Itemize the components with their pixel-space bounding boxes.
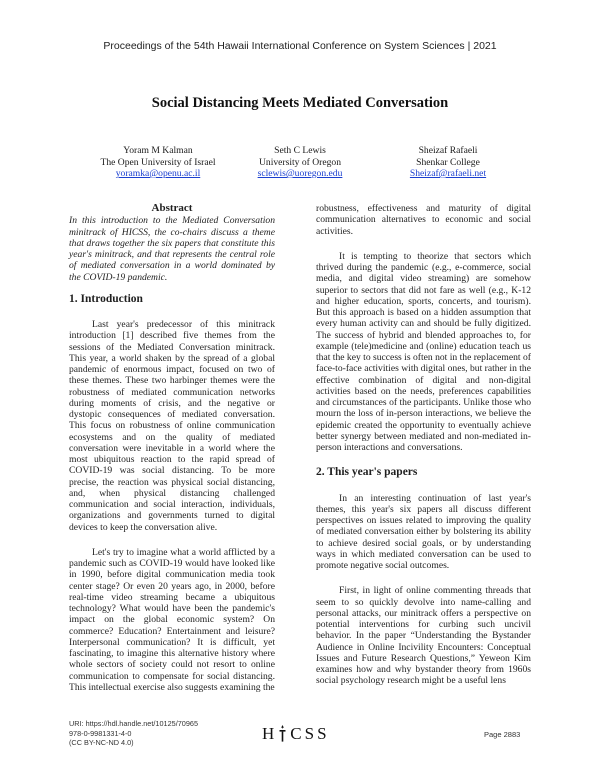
paragraph: Let's try to imagine what a world afflicted by a pandemic such as COVID-19 would have looked like in 1990, before digital communication media took center stage? Or even 20 years ago, in 2000, before real-time video streaming became a ubiquitous technology? What would have been the pandemic's impact on the global economic system? On commerce? Education? Entertainment and leisure? Interpersonal communication? It is difficult, yet fascinating, to imagine this alternative history where whole sectors of society could not resort to online communication to compensate for social distancing. This intellectual exercise also suggests examining the bbox=[69, 546, 275, 693]
paper-title: Social Distancing Meets Mediated Conversation bbox=[151, 95, 449, 111]
footer-metadata bbox=[69, 719, 198, 748]
logo-letter-h: H bbox=[262, 724, 278, 743]
abstract-text: In this introduction to the Mediated Conversation minitrack of HICSS, the co-chairs discuss a theme that draws together the six papers that constitute this year's minitrack, and that represents the central role of mediated conversation in a world dominated by the COVID-19 pandemic. bbox=[69, 215, 275, 283]
hicss-logo bbox=[262, 724, 330, 744]
proceedings-header: Proceedings of the 54th Hawaii International Conference on System Sciences | 2021 bbox=[103, 40, 497, 52]
license-text: (CC BY-NC-ND 4.0) bbox=[69, 738, 134, 748]
section-heading-introduction: 1. Introduction bbox=[69, 292, 143, 305]
left-column bbox=[69, 203, 275, 693]
paragraph: First, in light of online commenting threads that seem to so quickly devolve into name-calling and personal attacks, our minitrack offers a perspective on potential interventions for curbing such uncivil behavior. In the paper “Understanding the Bystander Audience in Online Incivility Encounters: Conceptual Issues and Future Research Questions,” Yeweon Kim examines how and why bystander theory from 1960s social psychology research might be a useful lens bbox=[316, 585, 531, 687]
paragraph: It is tempting to theorize that sectors which thrived during the pandemic (e.g., e-commerce, social media, and digital video streaming) are somehow superior to sectors that did not fare as well (e.g., K-12 and higher education, sports, concerts, and tourism). But this approach is based on a hidden assumption that every human activity can and should be fully digitized. The success of hybrid and blended approaches to, for example (tele)medicine and (online) education teach us that the key to success is often not in the replacement of face-to-face activities with digital ones, but rather in the effective combination of digital and non-digital activities based on the needs, preferences capabilities and circumstances of the participants. Unlike those who mourn the loss of in-person interactions, we believe the epidemic created the opportunity to eventually achieve better synergy between mediated and non-mediated in-person interactions and conversations. bbox=[316, 250, 531, 453]
logo-letters-css: CSS bbox=[290, 724, 330, 743]
uri-text: URI: https://hdl.handle.net/10125/70965 bbox=[69, 719, 199, 728]
author-email-link[interactable]: yoramka@openu.ac.il bbox=[115, 168, 201, 179]
abstract-heading: Abstract bbox=[151, 202, 193, 214]
author-name: Sheizaf Rafaeli bbox=[418, 145, 478, 156]
paragraph: In an interesting continuation of last year's themes, this year's six papers all discuss different perspectives on issues related to improving the quality of mediated conversation either by bolstering its ability to achieve desired social goals, or by understanding ways in which mediated conversation can be used to promote negative social outcomes. bbox=[316, 492, 531, 571]
author-affiliation: The Open University of Israel bbox=[100, 156, 216, 168]
page-number: Page 2883 bbox=[484, 730, 521, 739]
author-email-link[interactable]: Sheizaf@rafaeli.net bbox=[409, 168, 487, 179]
section-heading-papers: 2. This year's papers bbox=[316, 466, 418, 479]
torch-icon bbox=[278, 725, 287, 743]
paragraph-continued: robustness, effectiveness and maturity of digital communication alternatives to economic and social activities. bbox=[316, 203, 531, 237]
author-name: Yoram M Kalman bbox=[123, 145, 193, 156]
author-affiliation: Shenkar College bbox=[416, 156, 480, 168]
author-name: Seth C Lewis bbox=[274, 145, 326, 156]
isbn-text: 978-0-9981331-4-0 bbox=[69, 728, 132, 738]
author-email-link[interactable]: sclewis@uoregon.edu bbox=[257, 168, 343, 179]
author-affiliation: University of Oregon bbox=[258, 156, 342, 168]
author-3 bbox=[348, 145, 548, 180]
right-column bbox=[316, 203, 531, 687]
paragraph: Last year's predecessor of this minitrack introduction [1] described five themes from the sessions of the Mediated Conversation minitrack. This year, a world shaken by the spread of a global pandemic of enormous impact, focused on two of these themes. These two harbinger themes were the robustness of mediated communication networks during moments of crisis, and the negative or dystopic consequences of mediated conversation. This focus on robustness of online communication ecosystems and on the quality of mediated conversation were inevitable in a world where the most ubiquitous reaction to the rapid spread of COVID-19 was social distancing. To be more precise, the reaction was physical social distancing, and, when physical distancing challenged communication and social interaction, individuals, organizations and governments turned to digital devices to keep the conversation alive. bbox=[69, 319, 275, 533]
